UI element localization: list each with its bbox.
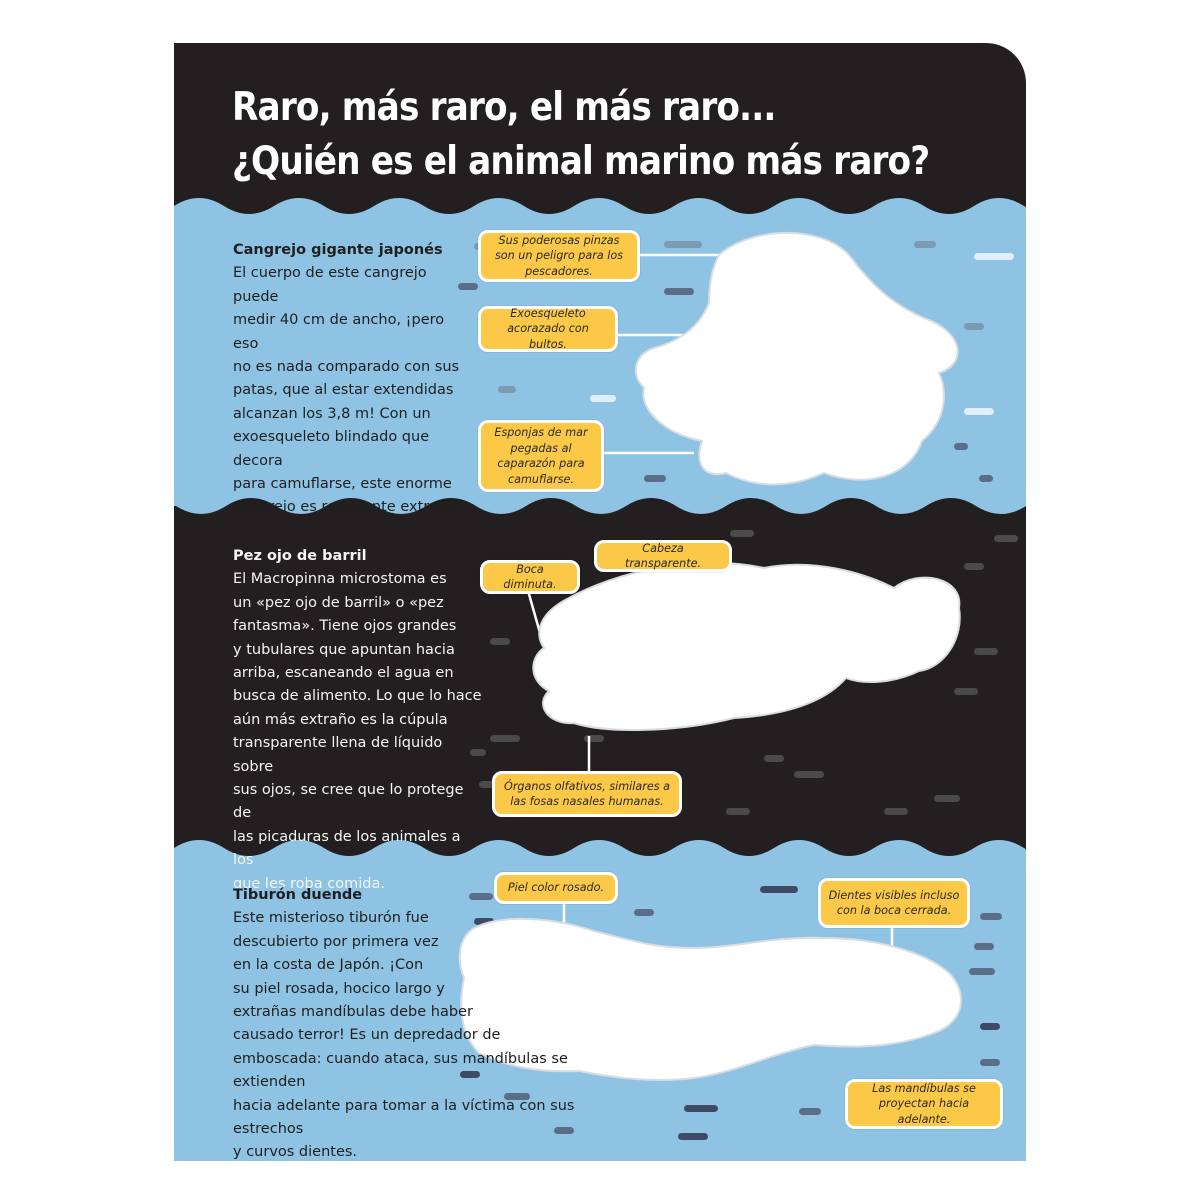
section-shark-text (233, 884, 633, 1161)
section-crab-text (233, 239, 473, 520)
section-fish-body: El Macropinna microstoma es un «pez ojo de barril» o «pez fantasma». Tiene ojos grandes y tubulares que apuntan hacia arriba, escaneando el agua en busca de alimento. Lo que lo hace aún más extraño es la cúpula transparente llena de líquido sobre sus ojos, se cree que lo protege de las picaduras de los animales a los que les roba comida. (233, 571, 482, 892)
section-shark-body: Este misterioso tiburón fue descubierto por primera vez en la costa de Japón. ¡Con su piel rosada, hocico largo y extrañas mandíbulas debe haber causado terror! Es un depredador de emboscada: cuando ataca, sus mandíbulas se extienden hacia adelante para tomar a la víctima con sus estrechos y curvos dientes. (233, 910, 575, 1161)
label-crab-sponges: Esponjas de mar pegadas al caparazón para camuflarse. (478, 420, 604, 492)
label-shark-jaws: Las mandíbulas se proyectan hacia adelante. (845, 1079, 1003, 1129)
page-title-line-2: ¿Quién es el animal marino más raro? (232, 139, 930, 184)
section-shark-heading: Tiburón duende (233, 887, 363, 903)
page-title-line-1: Raro, más raro, el más raro... (232, 85, 776, 130)
section-fish-text (233, 545, 483, 896)
label-shark-skin: Piel color rosado. (494, 872, 618, 904)
label-crab-exoskeleton: Exoesqueleto acorazado con bultos. (478, 306, 618, 352)
section-crab-heading: Cangrejo gigante japonés (233, 242, 443, 258)
label-fish-head: Cabeza transparente. (594, 540, 732, 572)
label-fish-olfactory: Órganos olfativos, similares a las fosas nasales humanas. (492, 771, 682, 817)
section-crab-body: El cuerpo de este cangrejo puede medir 40 cm de ancho, ¡pero eso no es nada comparado con sus patas, que al estar extendidas alcanzan los 3,8 m! Con un exoesqueleto blindado que decora para camuflarse, este enorme cangrejo es realmente extraño. (233, 265, 461, 516)
label-fish-mouth: Boca diminuta. (480, 560, 580, 594)
label-shark-teeth: Dientes visibles incluso con la boca cerrada. (818, 878, 970, 928)
section-fish-heading: Pez ojo de barril (233, 548, 367, 564)
label-crab-pincers: Sus poderosas pinzas son un peligro para los pescadores. (478, 230, 640, 282)
book-page (174, 43, 1026, 1161)
